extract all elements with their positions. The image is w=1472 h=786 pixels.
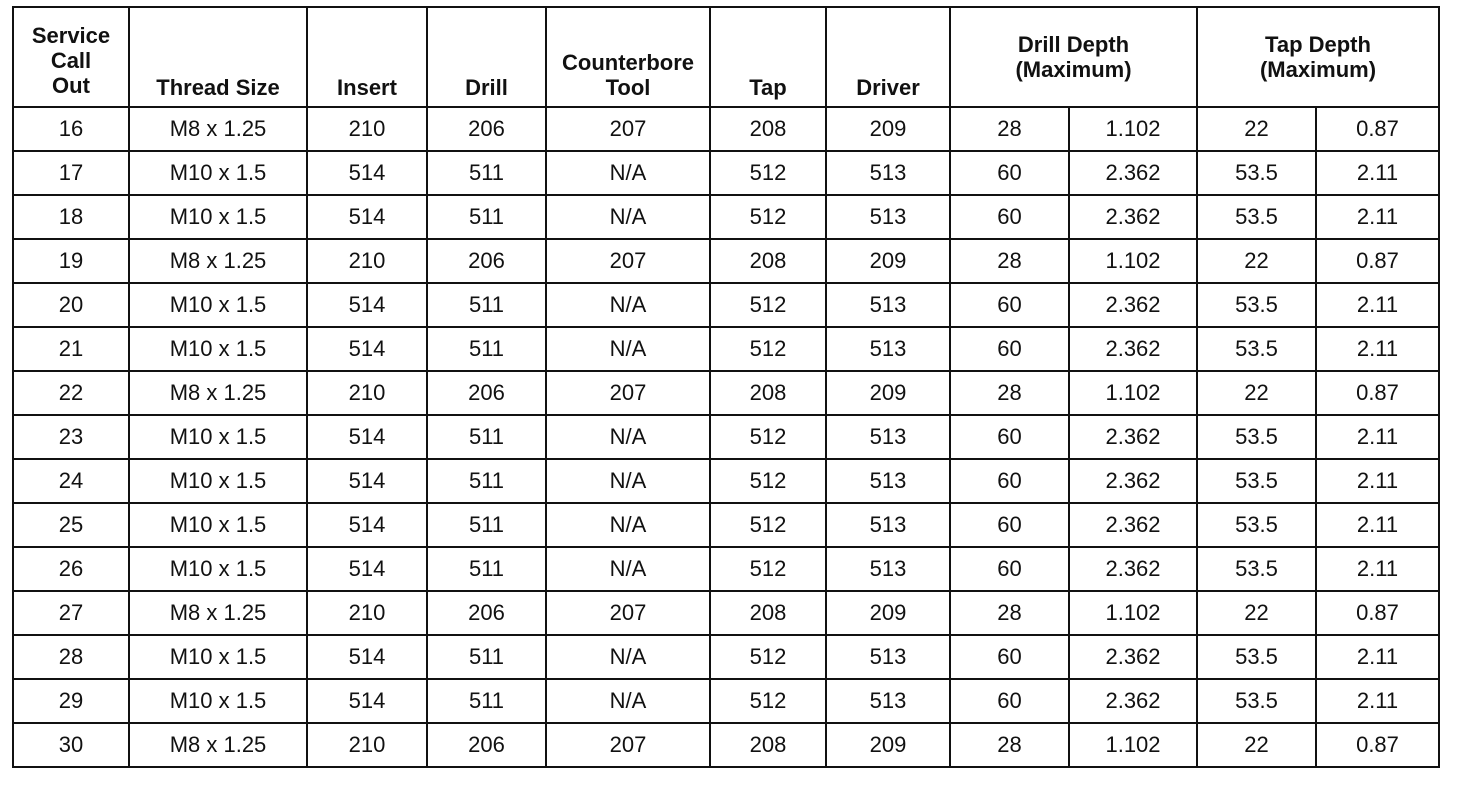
cell-drill: 511 bbox=[427, 415, 546, 459]
header-row bbox=[13, 7, 1439, 107]
spec-table-container bbox=[12, 6, 1440, 768]
cell-counterbore-tool: N/A bbox=[546, 151, 710, 195]
cell-service-call-out: 23 bbox=[13, 415, 129, 459]
cell-driver: 209 bbox=[826, 371, 950, 415]
cell-tap-depth-mm: 53.5 bbox=[1197, 459, 1316, 503]
cell-drill: 511 bbox=[427, 503, 546, 547]
cell-drill-depth-in: 1.102 bbox=[1069, 371, 1197, 415]
cell-tap: 512 bbox=[710, 547, 826, 591]
cell-tap-depth-in: 2.11 bbox=[1316, 283, 1439, 327]
cell-driver: 513 bbox=[826, 195, 950, 239]
cell-thread-size: M10 x 1.5 bbox=[129, 151, 307, 195]
cell-tap: 208 bbox=[710, 239, 826, 283]
cell-drill: 511 bbox=[427, 283, 546, 327]
cell-tap-depth-in: 2.11 bbox=[1316, 503, 1439, 547]
cell-insert: 514 bbox=[307, 679, 427, 723]
cell-insert: 514 bbox=[307, 503, 427, 547]
header-service-call-out-line3: Out bbox=[52, 73, 90, 98]
cell-drill-depth-mm: 60 bbox=[950, 327, 1069, 371]
cell-service-call-out: 28 bbox=[13, 635, 129, 679]
cell-insert: 210 bbox=[307, 239, 427, 283]
cell-counterbore-tool: N/A bbox=[546, 327, 710, 371]
cell-tap-depth-in: 0.87 bbox=[1316, 239, 1439, 283]
cell-counterbore-tool: N/A bbox=[546, 459, 710, 503]
cell-tap-depth-in: 2.11 bbox=[1316, 679, 1439, 723]
cell-drill: 206 bbox=[427, 723, 546, 767]
cell-thread-size: M10 x 1.5 bbox=[129, 547, 307, 591]
cell-tap-depth-in: 2.11 bbox=[1316, 547, 1439, 591]
cell-tap: 512 bbox=[710, 503, 826, 547]
cell-drill-depth-mm: 28 bbox=[950, 107, 1069, 151]
cell-driver: 209 bbox=[826, 591, 950, 635]
cell-tap-depth-in: 2.11 bbox=[1316, 151, 1439, 195]
cell-drill-depth-mm: 60 bbox=[950, 415, 1069, 459]
cell-driver: 513 bbox=[826, 151, 950, 195]
cell-drill-depth-mm: 60 bbox=[950, 547, 1069, 591]
table-row bbox=[13, 151, 1439, 195]
cell-tap: 208 bbox=[710, 723, 826, 767]
cell-tap: 208 bbox=[710, 591, 826, 635]
cell-driver: 513 bbox=[826, 679, 950, 723]
cell-drill: 511 bbox=[427, 459, 546, 503]
cell-tap-depth-mm: 53.5 bbox=[1197, 547, 1316, 591]
cell-service-call-out: 27 bbox=[13, 591, 129, 635]
cell-tap: 208 bbox=[710, 371, 826, 415]
header-driver: Driver bbox=[826, 7, 950, 107]
cell-drill-depth-in: 2.362 bbox=[1069, 415, 1197, 459]
cell-insert: 210 bbox=[307, 723, 427, 767]
cell-insert: 514 bbox=[307, 283, 427, 327]
cell-thread-size: M10 x 1.5 bbox=[129, 679, 307, 723]
cell-service-call-out: 20 bbox=[13, 283, 129, 327]
cell-insert: 514 bbox=[307, 415, 427, 459]
cell-drill-depth-in: 2.362 bbox=[1069, 195, 1197, 239]
cell-driver: 513 bbox=[826, 503, 950, 547]
cell-drill: 511 bbox=[427, 547, 546, 591]
cell-tap: 512 bbox=[710, 679, 826, 723]
header-tap-depth-line2: (Maximum) bbox=[1259, 57, 1377, 82]
cell-tap: 512 bbox=[710, 327, 826, 371]
cell-tap-depth-in: 0.87 bbox=[1316, 107, 1439, 151]
cell-tap-depth-mm: 22 bbox=[1197, 371, 1316, 415]
cell-counterbore-tool: 207 bbox=[546, 723, 710, 767]
cell-tap: 512 bbox=[710, 195, 826, 239]
cell-tap-depth-mm: 22 bbox=[1197, 723, 1316, 767]
cell-counterbore-tool: N/A bbox=[546, 547, 710, 591]
cell-insert: 210 bbox=[307, 371, 427, 415]
cell-tap-depth-mm: 53.5 bbox=[1197, 503, 1316, 547]
cell-driver: 513 bbox=[826, 283, 950, 327]
cell-counterbore-tool: N/A bbox=[546, 679, 710, 723]
cell-service-call-out: 24 bbox=[13, 459, 129, 503]
cell-service-call-out: 25 bbox=[13, 503, 129, 547]
cell-counterbore-tool: 207 bbox=[546, 107, 710, 151]
cell-drill: 206 bbox=[427, 239, 546, 283]
cell-insert: 514 bbox=[307, 327, 427, 371]
cell-counterbore-tool: 207 bbox=[546, 371, 710, 415]
cell-tap-depth-mm: 53.5 bbox=[1197, 635, 1316, 679]
table-row bbox=[13, 371, 1439, 415]
cell-drill-depth-in: 2.362 bbox=[1069, 503, 1197, 547]
cell-insert: 514 bbox=[307, 195, 427, 239]
cell-tap-depth-in: 2.11 bbox=[1316, 635, 1439, 679]
cell-tap-depth-in: 2.11 bbox=[1316, 459, 1439, 503]
cell-drill-depth-mm: 60 bbox=[950, 459, 1069, 503]
cell-drill-depth-mm: 28 bbox=[950, 239, 1069, 283]
cell-counterbore-tool: N/A bbox=[546, 635, 710, 679]
header-counterbore-tool-line2: Tool bbox=[605, 75, 651, 100]
cell-drill-depth-in: 2.362 bbox=[1069, 151, 1197, 195]
cell-thread-size: M10 x 1.5 bbox=[129, 635, 307, 679]
cell-driver: 209 bbox=[826, 723, 950, 767]
table-row bbox=[13, 459, 1439, 503]
table-row bbox=[13, 635, 1439, 679]
cell-driver: 513 bbox=[826, 547, 950, 591]
cell-driver: 513 bbox=[826, 635, 950, 679]
cell-drill-depth-mm: 60 bbox=[950, 503, 1069, 547]
cell-thread-size: M8 x 1.25 bbox=[129, 239, 307, 283]
cell-drill-depth-mm: 28 bbox=[950, 371, 1069, 415]
cell-thread-size: M10 x 1.5 bbox=[129, 195, 307, 239]
cell-thread-size: M10 x 1.5 bbox=[129, 503, 307, 547]
cell-tap-depth-mm: 53.5 bbox=[1197, 415, 1316, 459]
cell-counterbore-tool: 207 bbox=[546, 239, 710, 283]
cell-tap-depth-mm: 53.5 bbox=[1197, 327, 1316, 371]
cell-drill-depth-in: 1.102 bbox=[1069, 723, 1197, 767]
cell-tap-depth-in: 0.87 bbox=[1316, 591, 1439, 635]
cell-thread-size: M8 x 1.25 bbox=[129, 591, 307, 635]
cell-service-call-out: 16 bbox=[13, 107, 129, 151]
thread-repair-spec-table bbox=[12, 6, 1440, 768]
cell-tap: 512 bbox=[710, 151, 826, 195]
cell-service-call-out: 30 bbox=[13, 723, 129, 767]
cell-service-call-out: 19 bbox=[13, 239, 129, 283]
cell-tap-depth-in: 2.11 bbox=[1316, 195, 1439, 239]
cell-drill: 511 bbox=[427, 151, 546, 195]
table-body bbox=[13, 107, 1439, 767]
cell-drill-depth-in: 2.362 bbox=[1069, 459, 1197, 503]
cell-tap-depth-in: 0.87 bbox=[1316, 723, 1439, 767]
cell-drill-depth-in: 1.102 bbox=[1069, 239, 1197, 283]
cell-thread-size: M10 x 1.5 bbox=[129, 459, 307, 503]
cell-drill-depth-mm: 28 bbox=[950, 591, 1069, 635]
cell-insert: 514 bbox=[307, 635, 427, 679]
cell-drill-depth-mm: 60 bbox=[950, 151, 1069, 195]
cell-drill: 511 bbox=[427, 195, 546, 239]
cell-drill-depth-mm: 60 bbox=[950, 635, 1069, 679]
cell-driver: 209 bbox=[826, 107, 950, 151]
cell-drill: 511 bbox=[427, 679, 546, 723]
header-drill-depth bbox=[950, 7, 1197, 107]
cell-drill-depth-in: 2.362 bbox=[1069, 547, 1197, 591]
header-service-call-out-line1: Service bbox=[31, 23, 111, 48]
cell-thread-size: M10 x 1.5 bbox=[129, 327, 307, 371]
cell-tap: 512 bbox=[710, 283, 826, 327]
cell-tap-depth-mm: 53.5 bbox=[1197, 195, 1316, 239]
cell-drill-depth-mm: 28 bbox=[950, 723, 1069, 767]
header-insert: Insert bbox=[307, 7, 427, 107]
cell-driver: 209 bbox=[826, 239, 950, 283]
cell-drill-depth-mm: 60 bbox=[950, 283, 1069, 327]
cell-tap-depth-in: 2.11 bbox=[1316, 327, 1439, 371]
table-row bbox=[13, 107, 1439, 151]
header-drill: Drill bbox=[427, 7, 546, 107]
cell-service-call-out: 26 bbox=[13, 547, 129, 591]
cell-tap-depth-mm: 22 bbox=[1197, 239, 1316, 283]
header-drill-depth-line2: (Maximum) bbox=[1015, 57, 1132, 82]
cell-drill-depth-in: 2.362 bbox=[1069, 635, 1197, 679]
cell-service-call-out: 17 bbox=[13, 151, 129, 195]
cell-insert: 514 bbox=[307, 547, 427, 591]
cell-insert: 514 bbox=[307, 151, 427, 195]
table-row bbox=[13, 415, 1439, 459]
cell-tap-depth-mm: 22 bbox=[1197, 591, 1316, 635]
cell-thread-size: M8 x 1.25 bbox=[129, 107, 307, 151]
cell-tap-depth-mm: 22 bbox=[1197, 107, 1316, 151]
cell-tap-depth-mm: 53.5 bbox=[1197, 283, 1316, 327]
header-tap-depth bbox=[1197, 7, 1439, 107]
cell-counterbore-tool: N/A bbox=[546, 415, 710, 459]
table-row bbox=[13, 723, 1439, 767]
table-row bbox=[13, 195, 1439, 239]
cell-insert: 210 bbox=[307, 591, 427, 635]
header-counterbore-tool bbox=[546, 7, 710, 107]
cell-tap-depth-mm: 53.5 bbox=[1197, 679, 1316, 723]
table-row bbox=[13, 283, 1439, 327]
cell-counterbore-tool: 207 bbox=[546, 591, 710, 635]
cell-counterbore-tool: N/A bbox=[546, 195, 710, 239]
cell-insert: 514 bbox=[307, 459, 427, 503]
table-row bbox=[13, 547, 1439, 591]
cell-tap-depth-mm: 53.5 bbox=[1197, 151, 1316, 195]
cell-thread-size: M8 x 1.25 bbox=[129, 371, 307, 415]
header-service-call-out bbox=[13, 7, 129, 107]
cell-service-call-out: 22 bbox=[13, 371, 129, 415]
cell-drill-depth-in: 2.362 bbox=[1069, 679, 1197, 723]
cell-service-call-out: 29 bbox=[13, 679, 129, 723]
cell-drill: 206 bbox=[427, 591, 546, 635]
cell-driver: 513 bbox=[826, 327, 950, 371]
table-row bbox=[13, 591, 1439, 635]
header-thread-size: Thread Size bbox=[129, 7, 307, 107]
header-drill-depth-line1: Drill Depth bbox=[1017, 32, 1130, 57]
cell-service-call-out: 18 bbox=[13, 195, 129, 239]
cell-tap: 512 bbox=[710, 459, 826, 503]
cell-tap-depth-in: 0.87 bbox=[1316, 371, 1439, 415]
table-row bbox=[13, 503, 1439, 547]
header-service-call-out-line2: Call bbox=[50, 48, 92, 73]
header-tap: Tap bbox=[710, 7, 826, 107]
cell-thread-size: M10 x 1.5 bbox=[129, 283, 307, 327]
table-row bbox=[13, 327, 1439, 371]
header-tap-depth-line1: Tap Depth bbox=[1265, 32, 1371, 57]
cell-thread-size: M8 x 1.25 bbox=[129, 723, 307, 767]
cell-drill-depth-mm: 60 bbox=[950, 195, 1069, 239]
cell-driver: 513 bbox=[826, 459, 950, 503]
cell-tap: 512 bbox=[710, 415, 826, 459]
cell-drill-depth-in: 2.362 bbox=[1069, 283, 1197, 327]
cell-counterbore-tool: N/A bbox=[546, 503, 710, 547]
cell-thread-size: M10 x 1.5 bbox=[129, 415, 307, 459]
cell-drill-depth-in: 1.102 bbox=[1069, 591, 1197, 635]
header-counterbore-tool-line1: Counterbore bbox=[562, 50, 694, 75]
table-row bbox=[13, 239, 1439, 283]
cell-drill-depth-mm: 60 bbox=[950, 679, 1069, 723]
cell-driver: 513 bbox=[826, 415, 950, 459]
cell-drill: 206 bbox=[427, 107, 546, 151]
table-row bbox=[13, 679, 1439, 723]
cell-service-call-out: 21 bbox=[13, 327, 129, 371]
cell-tap-depth-in: 2.11 bbox=[1316, 415, 1439, 459]
cell-drill-depth-in: 1.102 bbox=[1069, 107, 1197, 151]
cell-drill: 511 bbox=[427, 327, 546, 371]
cell-drill-depth-in: 2.362 bbox=[1069, 327, 1197, 371]
cell-drill: 511 bbox=[427, 635, 546, 679]
cell-counterbore-tool: N/A bbox=[546, 283, 710, 327]
cell-tap: 512 bbox=[710, 635, 826, 679]
cell-drill: 206 bbox=[427, 371, 546, 415]
cell-tap: 208 bbox=[710, 107, 826, 151]
cell-insert: 210 bbox=[307, 107, 427, 151]
